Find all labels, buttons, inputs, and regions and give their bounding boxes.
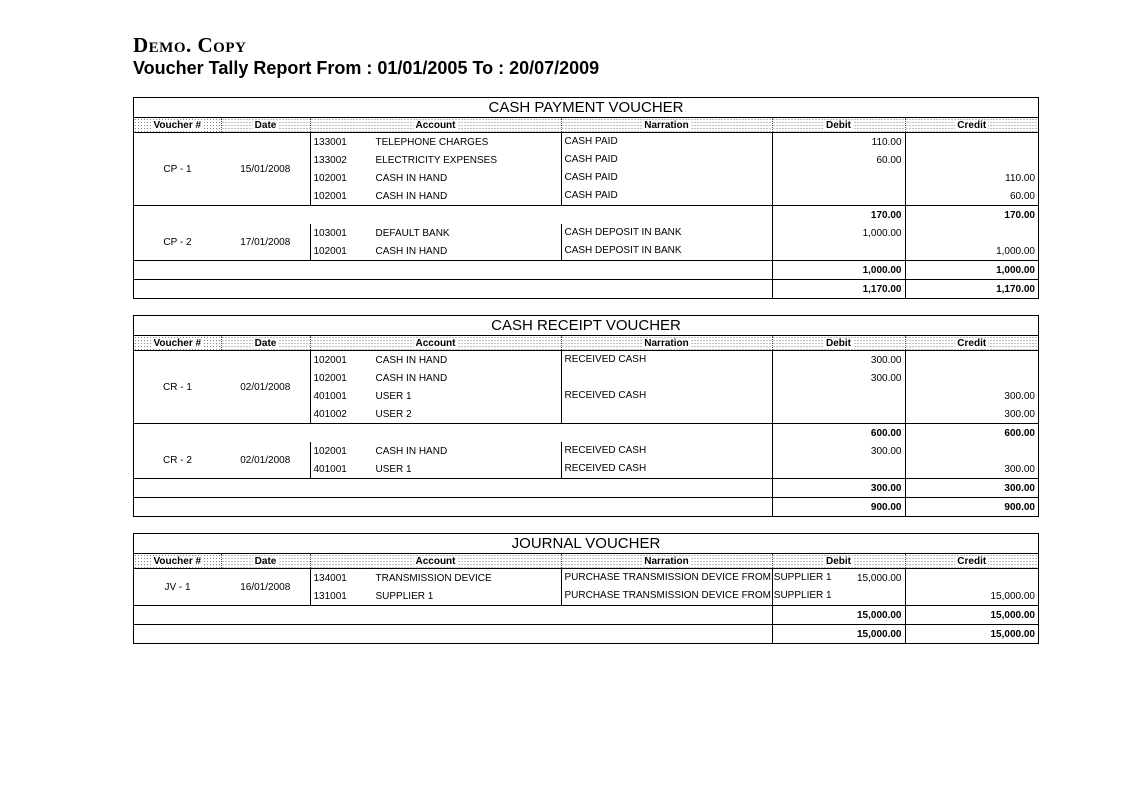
account-cell (310, 187, 561, 206)
narration-cell: CASH PAID (561, 151, 772, 169)
debit-cell (772, 187, 905, 206)
credit-cell (905, 569, 1038, 588)
narration-cell: CASH PAID (561, 169, 772, 187)
debit-header (772, 336, 905, 351)
voucher-line-row (134, 351, 1038, 370)
credit-header (905, 118, 1038, 133)
account-name: USER 1 (375, 463, 412, 475)
account-cell (310, 242, 561, 261)
voucher-total-debit: 600.00 (772, 424, 905, 443)
account-code: 102001 (313, 245, 347, 257)
debit-cell: 15,000.00 (772, 569, 905, 588)
voucher-total-row (134, 606, 1038, 625)
section-title: CASH RECEIPT VOUCHER (134, 316, 1038, 336)
debit-header (772, 554, 905, 569)
account-cell (310, 442, 561, 460)
credit-cell: 60.00 (1009, 190, 1035, 202)
voucher-no-header (134, 336, 221, 351)
debit-header (772, 118, 905, 133)
grand-total-debit: 15,000.00 (772, 625, 905, 644)
account-name: CASH IN HAND (375, 354, 448, 366)
grand-total-credit: 15,000.00 (905, 625, 1038, 644)
voucher-total-debit: 15,000.00 (772, 606, 905, 625)
grand-total-spacer (134, 280, 772, 299)
section-title: JOURNAL VOUCHER (134, 534, 1038, 554)
account-name: ELECTRICITY EXPENSES (375, 154, 498, 166)
narration-cell: PURCHASE TRANSMISSION DEVICE FROM SUPPLIER 1 (561, 587, 772, 606)
account-name: CASH IN HAND (375, 245, 448, 257)
credit-cell (905, 133, 1038, 152)
narration-cell: CASH PAID (561, 187, 772, 206)
voucher-date: 02/01/2008 (221, 442, 310, 479)
credit-cell (905, 369, 1038, 387)
debit-cell: 1,000.00 (772, 224, 905, 242)
voucher-total-debit: 300.00 (772, 479, 905, 498)
credit-cell: 110.00 (1005, 172, 1035, 184)
column-header-label: Credit (957, 555, 987, 567)
column-header-label: Narration (644, 337, 689, 349)
grand-total-row (134, 498, 1038, 517)
credit-cell (905, 442, 1038, 460)
account-name: USER 1 (375, 390, 412, 402)
column-header-label: Voucher # (153, 555, 202, 567)
narration-cell: RECEIVED CASH (561, 442, 772, 460)
account-code: 102001 (313, 372, 347, 384)
column-header-label: Credit (957, 119, 987, 131)
voucher-number: CR - 2 (163, 454, 192, 466)
column-header-label: Date (254, 555, 277, 567)
account-header (310, 336, 561, 351)
narration-header (561, 336, 772, 351)
debit-cell (772, 169, 905, 187)
voucher-total-row (134, 261, 1038, 280)
account-code: 102001 (313, 172, 347, 184)
account-name: CASH IN HAND (375, 190, 448, 202)
debit-cell (772, 387, 905, 405)
header-row (134, 118, 1038, 133)
account-code: 134001 (313, 572, 347, 584)
narration-cell: RECEIVED CASH (561, 460, 772, 479)
account-name: CASH IN HAND (375, 372, 448, 384)
credit-cell: 300.00 (1004, 463, 1035, 475)
total-spacer (134, 424, 772, 443)
voucher-total-row (134, 424, 1038, 443)
credit-header (905, 336, 1038, 351)
voucher-total-debit: 1,000.00 (772, 261, 905, 280)
column-header-label: Credit (957, 337, 987, 349)
voucher-total-credit: 170.00 (905, 206, 1038, 225)
demo-copy-label: Demo. Copy (133, 33, 247, 57)
column-header-label: Narration (644, 555, 689, 567)
voucher-total-row (134, 479, 1038, 498)
credit-cell: 15,000.00 (990, 590, 1035, 602)
voucher-table (134, 118, 1038, 298)
account-cell (310, 351, 561, 370)
account-code: 133002 (313, 154, 347, 166)
narration-cell: RECEIVED CASH (561, 387, 772, 405)
grand-total-spacer (134, 625, 772, 644)
narration-cell: CASH DEPOSIT IN BANK (561, 224, 772, 242)
column-header-label: Account (415, 555, 456, 567)
account-header (310, 118, 561, 133)
debit-cell: 300.00 (772, 442, 905, 460)
account-code: 401001 (313, 390, 347, 402)
narration-cell: CASH DEPOSIT IN BANK (561, 242, 772, 261)
voucher-total-credit: 15,000.00 (905, 606, 1038, 625)
voucher-section (133, 97, 1039, 299)
total-spacer (134, 261, 772, 280)
total-spacer (134, 206, 772, 225)
column-header-label: Date (254, 337, 277, 349)
column-header-label: Narration (644, 119, 689, 131)
account-cell (310, 460, 561, 479)
credit-header (905, 554, 1038, 569)
voucher-date: 15/01/2008 (221, 133, 310, 206)
total-spacer (134, 606, 772, 625)
narration-header (561, 554, 772, 569)
narration-cell: PURCHASE TRANSMISSION DEVICE FROM SUPPLIER 1 (561, 569, 772, 588)
voucher-total-credit: 300.00 (905, 479, 1038, 498)
voucher-total-credit: 1,000.00 (905, 261, 1038, 280)
voucher-date: 17/01/2008 (221, 224, 310, 261)
grand-total-spacer (134, 498, 772, 517)
voucher-number: CP - 2 (163, 236, 192, 248)
column-header-label: Account (415, 119, 456, 131)
account-name: TELEPHONE CHARGES (375, 136, 489, 148)
header-row (134, 554, 1038, 569)
voucher-total-credit: 600.00 (905, 424, 1038, 443)
voucher-line-row (134, 569, 1038, 588)
voucher-no-header (134, 118, 221, 133)
narration-cell (561, 369, 772, 387)
debit-cell (772, 405, 905, 424)
grand-total-debit: 900.00 (772, 498, 905, 517)
account-code: 103001 (313, 227, 347, 239)
voucher-table (134, 336, 1038, 516)
account-cell (310, 569, 561, 588)
voucher-table (134, 554, 1038, 643)
section-title: CASH PAYMENT VOUCHER (134, 98, 1038, 118)
debit-cell: 60.00 (772, 151, 905, 169)
account-cell (310, 587, 561, 606)
voucher-number: JV - 1 (164, 581, 191, 593)
voucher-line-row (134, 442, 1038, 460)
column-header-label: Account (415, 337, 456, 349)
account-cell (310, 369, 561, 387)
account-code: 102001 (313, 445, 347, 457)
column-header-label: Debit (826, 337, 851, 349)
voucher-date: 16/01/2008 (221, 569, 310, 606)
column-header-label: Voucher # (153, 119, 202, 131)
column-header-label: Debit (826, 555, 851, 567)
voucher-section (133, 315, 1039, 517)
narration-cell: RECEIVED CASH (561, 351, 772, 370)
voucher-line-row (134, 133, 1038, 152)
credit-cell: 300.00 (1004, 408, 1035, 420)
date-header (221, 118, 310, 133)
narration-cell: CASH PAID (561, 133, 772, 152)
account-code: 131001 (313, 590, 347, 602)
credit-cell: 1,000.00 (996, 245, 1035, 257)
account-cell (310, 133, 561, 152)
account-code: 102001 (313, 190, 347, 202)
narration-header (561, 118, 772, 133)
narration-cell (561, 405, 772, 424)
account-cell (310, 169, 561, 187)
debit-cell (772, 460, 905, 479)
account-name: CASH IN HAND (375, 445, 448, 457)
debit-cell: 300.00 (772, 369, 905, 387)
voucher-number: CR - 1 (163, 381, 192, 393)
voucher-line-row (134, 224, 1038, 242)
grand-total-credit: 900.00 (905, 498, 1038, 517)
account-cell (310, 387, 561, 405)
total-spacer (134, 479, 772, 498)
voucher-section (133, 533, 1039, 644)
debit-cell: 300.00 (772, 351, 905, 370)
column-header-label: Debit (826, 119, 851, 131)
report-title: Voucher Tally Report From : 01/01/2005 To : 20/07/2009 (133, 58, 600, 78)
account-cell (310, 151, 561, 169)
header-row (134, 336, 1038, 351)
account-header (310, 554, 561, 569)
voucher-number: CP - 1 (163, 163, 192, 175)
account-name: CASH IN HAND (375, 172, 448, 184)
credit-cell: 300.00 (1004, 390, 1035, 402)
grand-total-credit: 1,170.00 (905, 280, 1038, 299)
voucher-no-header (134, 554, 221, 569)
account-name: SUPPLIER 1 (375, 590, 434, 602)
date-header (221, 336, 310, 351)
credit-cell (905, 224, 1038, 242)
column-header-label: Voucher # (153, 337, 202, 349)
account-code: 102001 (313, 354, 347, 366)
voucher-date: 02/01/2008 (221, 351, 310, 424)
voucher-total-debit: 170.00 (772, 206, 905, 225)
account-code: 401001 (313, 463, 347, 475)
account-name: DEFAULT BANK (375, 227, 450, 239)
column-header-label: Date (254, 119, 277, 131)
account-name: USER 2 (375, 408, 412, 420)
voucher-total-row (134, 206, 1038, 225)
debit-cell (772, 242, 905, 261)
credit-cell (905, 151, 1038, 169)
credit-cell (905, 351, 1038, 370)
grand-total-row (134, 625, 1038, 644)
grand-total-debit: 1,170.00 (772, 280, 905, 299)
account-cell (310, 405, 561, 424)
account-code: 401002 (313, 408, 347, 420)
grand-total-row (134, 280, 1038, 299)
account-cell (310, 224, 561, 242)
account-name: TRANSMISSION DEVICE (375, 572, 492, 584)
account-code: 133001 (313, 136, 347, 148)
date-header (221, 554, 310, 569)
debit-cell: 110.00 (772, 133, 905, 152)
